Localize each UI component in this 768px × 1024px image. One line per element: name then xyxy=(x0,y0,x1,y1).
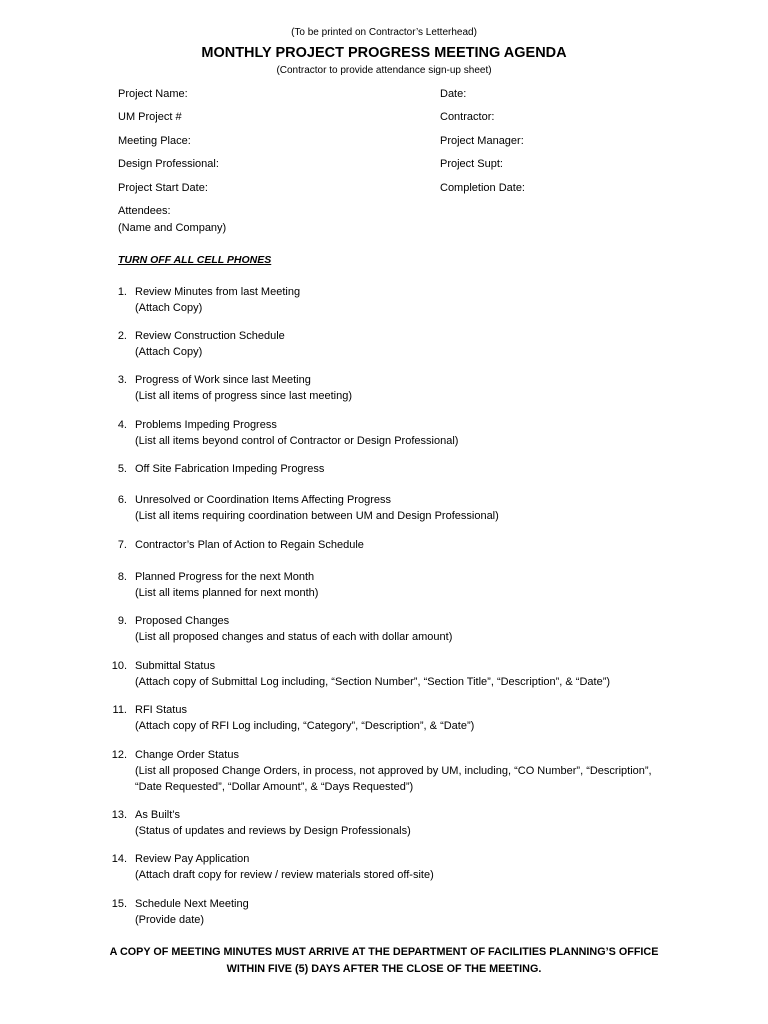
agenda-item-8 xyxy=(100,569,318,601)
agenda-item-title: Unresolved or Coordination Items Affecting Progress xyxy=(135,494,391,506)
attendees-note: (Name and Company) xyxy=(118,222,227,234)
agenda-item-note: (Attach Copy) xyxy=(135,302,203,314)
field-project-start-date-label: Project Start Date: xyxy=(118,182,208,194)
agenda-item-13 xyxy=(100,807,411,839)
agenda-item-note: (Provide date) xyxy=(135,914,205,926)
agenda-item-number: 12. xyxy=(111,749,127,761)
agenda-item-title: Review Minutes from last Meeting xyxy=(135,286,301,298)
agenda-item-note: (List all items beyond control of Contractor or Design Professional) xyxy=(135,435,459,447)
agenda-item-title: Contractor’s Plan of Action to Regain Schedule xyxy=(135,539,364,551)
agenda-item-number: 8. xyxy=(117,571,127,583)
cell-phone-notice: TURN OFF ALL CELL PHONES xyxy=(118,254,272,266)
footer-line-1: A COPY OF MEETING MINUTES MUST ARRIVE AT THE DEPARTMENT OF FACILITIES PLANNING’S OFFICE xyxy=(109,946,659,958)
agenda-item-number: 13. xyxy=(111,809,127,821)
agenda-item-3 xyxy=(100,372,352,404)
agenda-item-note: (List all proposed changes and status of each with dollar amount) xyxy=(135,631,453,643)
agenda-item-title: Review Pay Application xyxy=(135,853,250,865)
agenda-item-note: (Attach copy of Submittal Log including, “Section Number”, “Section Title”, “Description”, & “Date”) xyxy=(135,676,611,688)
agenda-item-5 xyxy=(100,461,324,477)
field-project-name-label: Project Name: xyxy=(118,88,188,100)
agenda-item-number: 7. xyxy=(117,539,127,551)
field-design-professional-label: Design Professional: xyxy=(118,158,219,170)
page-subtitle: (Contractor to provide attendance sign-up sheet) xyxy=(276,65,492,76)
agenda-item-6 xyxy=(100,492,499,524)
field-completion-date-label: Completion Date: xyxy=(440,182,525,194)
field-contractor-label: Contractor: xyxy=(440,111,495,123)
agenda-item-11 xyxy=(100,702,474,734)
agenda-item-title: Proposed Changes xyxy=(135,615,230,627)
agenda-item-note: (Attach draft copy for review / review materials stored off-site) xyxy=(135,869,434,881)
agenda-item-note: (List all items planned for next month) xyxy=(135,587,319,599)
agenda-item-7 xyxy=(100,537,364,553)
agenda-item-4 xyxy=(100,417,458,449)
field-meeting-place-label: Meeting Place: xyxy=(118,135,191,147)
agenda-item-title: Submittal Status xyxy=(135,660,216,672)
agenda-item-12 xyxy=(100,747,652,795)
agenda-item-title: Problems Impeding Progress xyxy=(135,419,277,431)
page-title: MONTHLY PROJECT PROGRESS MEETING AGENDA xyxy=(201,45,567,61)
field-project-supt-label: Project Supt: xyxy=(440,158,503,170)
agenda-item-title: Progress of Work since last Meeting xyxy=(135,374,311,386)
agenda-item-9 xyxy=(100,613,452,645)
field-date-label: Date: xyxy=(440,88,467,100)
agenda-item-number: 1. xyxy=(117,286,127,298)
agenda-item-note: (List all proposed Change Orders, in process, not approved by UM, including, “CO Number”, “Description”, xyxy=(135,765,652,777)
agenda-item-number: 9. xyxy=(117,615,127,627)
letterhead-note: (To be printed on Contractor’s Letterhead) xyxy=(291,27,477,38)
agenda-item-title: Change Order Status xyxy=(135,749,239,761)
field-um-project-number-label: UM Project # xyxy=(118,111,182,123)
agenda-item-title: Review Construction Schedule xyxy=(135,330,285,342)
agenda-item-number: 10. xyxy=(111,660,127,672)
agenda-item-note: (Attach Copy) xyxy=(135,346,203,358)
agenda-item-title: Schedule Next Meeting xyxy=(135,898,249,910)
agenda-item-note: (Status of updates and reviews by Design Professionals) xyxy=(135,825,411,837)
attendees-label: Attendees: xyxy=(118,205,171,217)
agenda-item-number: 15. xyxy=(111,898,127,910)
agenda-item-note: (List all items requiring coordination between UM and Design Professional) xyxy=(135,510,499,522)
agenda-item-title: RFI Status xyxy=(135,704,187,716)
agenda-item-title: Planned Progress for the next Month xyxy=(135,571,315,583)
agenda-item-14 xyxy=(100,851,434,883)
agenda-item-note: (Attach copy of RFI Log including, “Category”, “Description”, & “Date”) xyxy=(135,720,475,732)
minutes-deadline-notice xyxy=(0,944,768,978)
agenda-item-15 xyxy=(100,896,249,928)
agenda-item-10 xyxy=(100,658,610,690)
agenda-item-number: 5. xyxy=(117,463,127,475)
agenda-item-number: 4. xyxy=(117,419,127,431)
agenda-item-number: 2. xyxy=(117,330,127,342)
footer-line-2: WITHIN FIVE (5) DAYS AFTER THE CLOSE OF THE MEETING. xyxy=(226,963,542,975)
agenda-item-title: As Built’s xyxy=(135,809,181,821)
agenda-item-number: 3. xyxy=(117,374,127,386)
field-project-manager-label: Project Manager: xyxy=(440,135,524,147)
agenda-item-note: “Date Requested”, “Dollar Amount”, & “Days Requested”) xyxy=(135,781,414,793)
agenda-item-number: 6. xyxy=(117,494,127,506)
agenda-item-number: 11. xyxy=(112,704,127,716)
agenda-item-number: 14. xyxy=(111,853,127,865)
agenda-item-1 xyxy=(100,284,300,316)
agenda-item-note: (List all items of progress since last meeting) xyxy=(135,390,353,402)
agenda-item-2 xyxy=(100,328,285,360)
agenda-item-title: Off Site Fabrication Impeding Progress xyxy=(135,463,325,475)
